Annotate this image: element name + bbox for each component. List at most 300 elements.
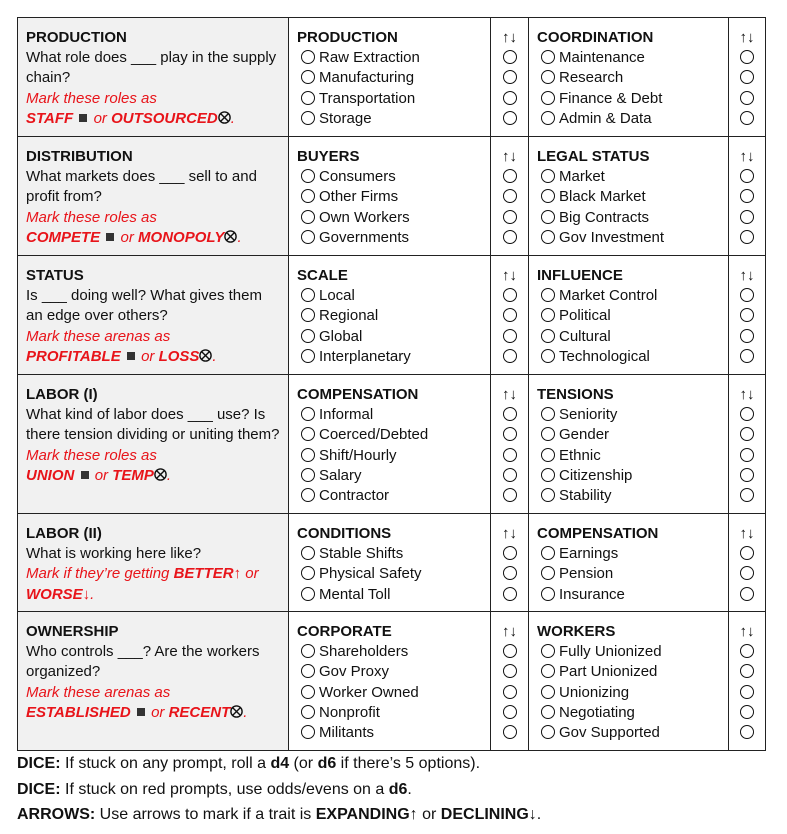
option-checkbox[interactable] bbox=[301, 546, 315, 560]
option-checkbox[interactable] bbox=[301, 427, 315, 441]
filled-square-icon bbox=[106, 233, 114, 241]
option-checkbox[interactable] bbox=[301, 308, 315, 322]
option-item bbox=[297, 167, 483, 187]
trend-checkbox[interactable] bbox=[503, 111, 517, 125]
section-row bbox=[18, 375, 766, 514]
option-checkbox[interactable] bbox=[301, 111, 315, 125]
arrows-label: ARROWS: bbox=[17, 806, 96, 823]
option-checkbox[interactable] bbox=[541, 308, 555, 322]
option-label: Shift/Hourly bbox=[319, 446, 397, 464]
mark-instruction: Mark these arenas as PROFITABLE or LOSS . bbox=[26, 327, 217, 365]
trend-row bbox=[491, 466, 528, 486]
trend-row bbox=[491, 425, 528, 445]
option-checkbox[interactable] bbox=[541, 288, 555, 302]
option-item bbox=[537, 723, 721, 743]
option-checkbox[interactable] bbox=[301, 189, 315, 203]
dice2-text: If stuck on red prompts, use odds/evens on a bbox=[60, 780, 389, 798]
trend-row bbox=[491, 486, 528, 506]
trend-cell-right bbox=[729, 18, 766, 137]
trend-checkbox[interactable] bbox=[503, 169, 517, 183]
trend-checkbox[interactable] bbox=[740, 488, 754, 502]
option-item bbox=[537, 405, 721, 425]
trend-row bbox=[491, 642, 528, 662]
option-label: Seniority bbox=[559, 406, 618, 424]
option-item bbox=[537, 446, 721, 466]
trend-checkbox[interactable] bbox=[503, 50, 517, 64]
options-title-left: SCALE bbox=[297, 267, 348, 284]
trend-checkbox[interactable] bbox=[740, 308, 754, 322]
mark-prefix: Mark these arenas as bbox=[26, 683, 171, 701]
trend-checkbox[interactable] bbox=[503, 349, 517, 363]
option-checkbox[interactable] bbox=[301, 468, 315, 482]
up-down-arrows-icon: ↑↓ bbox=[739, 525, 755, 542]
option-checkbox[interactable] bbox=[301, 448, 315, 462]
option-checkbox[interactable] bbox=[541, 468, 555, 482]
option-item bbox=[297, 306, 483, 326]
trend-cell-right bbox=[729, 137, 766, 256]
trend-row bbox=[729, 286, 765, 306]
options-cell-left bbox=[289, 514, 491, 612]
prompt-content bbox=[18, 375, 288, 486]
trend-checkbox[interactable] bbox=[740, 725, 754, 739]
section-row bbox=[18, 514, 766, 612]
trend-content-left bbox=[491, 256, 528, 367]
trend-row bbox=[729, 585, 765, 605]
crossed-circle-icon bbox=[199, 349, 212, 362]
option-checkbox[interactable] bbox=[541, 169, 555, 183]
option-item bbox=[537, 425, 721, 445]
trend-content-right bbox=[729, 256, 765, 367]
trend-content-right bbox=[729, 18, 765, 129]
up-down-arrows-icon: ↑↓ bbox=[502, 148, 517, 165]
option-item bbox=[537, 585, 721, 605]
option-item bbox=[297, 327, 483, 347]
options-content-left bbox=[289, 137, 490, 248]
options-title-left: CONDITIONS bbox=[297, 525, 392, 542]
mark-instruction: Mark these roles as COMPETE or MONOPOLY . bbox=[26, 208, 242, 246]
option-label: Citizenship bbox=[559, 466, 633, 484]
option-label: Storage bbox=[319, 109, 372, 127]
trend-content-right bbox=[729, 612, 765, 743]
option-checkbox[interactable] bbox=[541, 488, 555, 502]
mark-b-label: MONOPOLY bbox=[138, 228, 225, 246]
option-checkbox[interactable] bbox=[301, 210, 315, 224]
trend-checkbox[interactable] bbox=[503, 587, 517, 601]
section-question: What role does ___ play in the supply chain? bbox=[26, 49, 277, 87]
trend-checkbox[interactable] bbox=[503, 70, 517, 84]
up-arrow-icon: ↑ bbox=[233, 565, 242, 583]
trend-row bbox=[729, 544, 765, 564]
up-down-arrows-icon: ↑↓ bbox=[739, 148, 755, 165]
trend-content-left bbox=[491, 137, 528, 248]
option-label: Black Market bbox=[559, 188, 646, 206]
declining-label: DECLINING bbox=[440, 806, 529, 823]
option-label: Other Firms bbox=[319, 188, 399, 206]
options-content-left bbox=[289, 375, 490, 506]
dice-label-2: DICE: bbox=[17, 780, 61, 798]
options-cell-left bbox=[289, 375, 491, 514]
trend-checkbox[interactable] bbox=[503, 230, 517, 244]
footer-arrows-line bbox=[17, 802, 767, 828]
trend-checkbox[interactable] bbox=[503, 644, 517, 658]
options-content-left bbox=[289, 256, 490, 367]
section-prompt-cell bbox=[18, 514, 289, 612]
mark-prefix: Mark these roles as bbox=[26, 446, 157, 464]
options-cell-left bbox=[289, 612, 491, 751]
section-question: Is ___ doing well? What gives them an edge over others? bbox=[26, 287, 262, 325]
trend-row bbox=[491, 662, 528, 682]
trend-checkbox[interactable] bbox=[740, 189, 754, 203]
trend-row bbox=[729, 228, 765, 248]
option-item bbox=[297, 723, 483, 743]
trend-checkbox[interactable] bbox=[740, 169, 754, 183]
section-prompt-cell bbox=[18, 137, 289, 256]
option-checkbox[interactable] bbox=[301, 664, 315, 678]
option-label: Market Control bbox=[559, 287, 658, 305]
trend-row bbox=[729, 703, 765, 723]
option-checkbox[interactable] bbox=[541, 587, 555, 601]
trend-checkbox[interactable] bbox=[503, 546, 517, 560]
section-question: Who controls ___? Are the workers organized? bbox=[26, 643, 260, 681]
option-item bbox=[537, 642, 721, 662]
option-checkbox[interactable] bbox=[541, 329, 555, 343]
crossed-circle-icon bbox=[224, 230, 237, 243]
mark-a-label: UNION bbox=[26, 466, 75, 484]
mark-a-label: STAFF bbox=[26, 109, 74, 127]
trend-content-left bbox=[491, 18, 528, 129]
option-checkbox[interactable] bbox=[541, 705, 555, 719]
trend-cell-left bbox=[491, 375, 529, 514]
trend-row bbox=[729, 68, 765, 88]
option-checkbox[interactable] bbox=[301, 644, 315, 658]
option-label: Market bbox=[559, 168, 605, 186]
mark-instruction: Mark these roles as UNION or TEMP . bbox=[26, 446, 172, 484]
trend-row bbox=[729, 187, 765, 207]
options-title-left: CORPORATE bbox=[297, 623, 392, 640]
option-label: Regional bbox=[319, 307, 379, 325]
option-label: Worker Owned bbox=[319, 683, 419, 701]
option-checkbox[interactable] bbox=[301, 587, 315, 601]
trend-checkbox[interactable] bbox=[503, 705, 517, 719]
option-label: Mental Toll bbox=[319, 585, 391, 603]
mark-b-label: LOSS bbox=[158, 347, 200, 365]
option-checkbox[interactable] bbox=[541, 566, 555, 580]
option-item bbox=[297, 208, 483, 228]
option-item bbox=[297, 683, 483, 703]
option-item bbox=[297, 89, 483, 109]
d4-label: d4 bbox=[270, 755, 290, 772]
options-title-right: LEGAL STATUS bbox=[537, 148, 650, 165]
option-label: Consumers bbox=[319, 168, 396, 186]
trend-content-right bbox=[729, 375, 765, 506]
options-content-left bbox=[289, 514, 490, 605]
trend-row bbox=[729, 48, 765, 68]
trend-checkbox[interactable] bbox=[503, 329, 517, 343]
trend-checkbox[interactable] bbox=[740, 210, 754, 224]
option-label: Gov Investment bbox=[559, 228, 665, 246]
trend-checkbox[interactable] bbox=[740, 329, 754, 343]
option-label: Ethnic bbox=[559, 446, 601, 464]
mark-a-label: COMPETE bbox=[26, 228, 101, 246]
trend-row bbox=[491, 703, 528, 723]
options-cell-left bbox=[289, 137, 491, 256]
up-down-arrows-icon: ↑↓ bbox=[502, 525, 517, 542]
trend-row bbox=[729, 466, 765, 486]
arrows-text-b: . bbox=[536, 806, 542, 823]
option-label: Physical Safety bbox=[319, 565, 422, 583]
option-item bbox=[297, 564, 483, 584]
option-label: Raw Extraction bbox=[319, 49, 420, 67]
option-checkbox[interactable] bbox=[541, 349, 555, 363]
trend-checkbox[interactable] bbox=[503, 308, 517, 322]
trend-row bbox=[491, 544, 528, 564]
trend-checkbox[interactable] bbox=[740, 644, 754, 658]
trend-checkbox[interactable] bbox=[740, 468, 754, 482]
option-checkbox[interactable] bbox=[301, 705, 315, 719]
up-arrow-icon: ↑ bbox=[409, 806, 418, 823]
trend-checkbox[interactable] bbox=[740, 407, 754, 421]
option-item bbox=[297, 347, 483, 367]
trend-row bbox=[729, 662, 765, 682]
option-checkbox[interactable] bbox=[301, 169, 315, 183]
mark-join: or bbox=[94, 466, 109, 484]
trend-checkbox[interactable] bbox=[503, 210, 517, 224]
down-arrow-icon: ↓ bbox=[528, 806, 537, 823]
trend-row bbox=[729, 109, 765, 129]
trend-cell-right bbox=[729, 375, 766, 514]
option-checkbox[interactable] bbox=[541, 546, 555, 560]
arrows-join: or bbox=[417, 806, 441, 823]
option-label: Informal bbox=[319, 406, 374, 424]
trend-row bbox=[729, 642, 765, 662]
trend-checkbox[interactable] bbox=[740, 448, 754, 462]
option-label: Transportation bbox=[319, 89, 416, 107]
options-content-right bbox=[529, 514, 728, 605]
footer-dice-line-1 bbox=[17, 751, 767, 777]
section-title: STATUS bbox=[26, 267, 84, 284]
option-checkbox[interactable] bbox=[541, 111, 555, 125]
prompt-content bbox=[18, 18, 288, 129]
option-checkbox[interactable] bbox=[541, 407, 555, 421]
options-cell-right bbox=[529, 375, 729, 514]
trend-row bbox=[729, 425, 765, 445]
option-checkbox[interactable] bbox=[541, 725, 555, 739]
option-item bbox=[537, 544, 721, 564]
mark-join: or bbox=[151, 703, 165, 721]
trend-checkbox[interactable] bbox=[740, 50, 754, 64]
option-checkbox[interactable] bbox=[301, 288, 315, 302]
trend-content-left bbox=[491, 375, 528, 506]
section-row bbox=[18, 612, 766, 751]
option-item bbox=[297, 662, 483, 682]
trend-row bbox=[729, 167, 765, 187]
up-down-arrows-icon: ↑↓ bbox=[502, 386, 517, 403]
trend-checkbox[interactable] bbox=[503, 448, 517, 462]
trend-checkbox[interactable] bbox=[503, 566, 517, 580]
section-row bbox=[18, 137, 766, 256]
mark-instruction: Mark these roles as STAFF or OUTSOURCED . bbox=[26, 89, 235, 127]
worksheet-table bbox=[17, 17, 766, 751]
option-label: Gov Proxy bbox=[319, 663, 390, 681]
trend-row bbox=[491, 405, 528, 425]
crossed-circle-icon bbox=[230, 705, 243, 718]
better-label: BETTER bbox=[173, 565, 234, 583]
option-item bbox=[297, 228, 483, 248]
option-item bbox=[297, 585, 483, 605]
option-checkbox[interactable] bbox=[301, 50, 315, 64]
trend-row bbox=[491, 109, 528, 129]
option-label: Coerced/Debted bbox=[319, 426, 429, 444]
option-item bbox=[537, 683, 721, 703]
trend-checkbox[interactable] bbox=[740, 587, 754, 601]
option-checkbox[interactable] bbox=[541, 210, 555, 224]
option-checkbox[interactable] bbox=[541, 91, 555, 105]
trend-checkbox[interactable] bbox=[740, 427, 754, 441]
up-down-arrows-icon: ↑↓ bbox=[739, 623, 755, 640]
option-checkbox[interactable] bbox=[301, 70, 315, 84]
option-item bbox=[537, 466, 721, 486]
option-item bbox=[297, 544, 483, 564]
option-checkbox[interactable] bbox=[541, 189, 555, 203]
trend-row bbox=[491, 327, 528, 347]
section-question: What kind of labor does ___ use? Is there tension dividing or uniting them? bbox=[26, 406, 280, 444]
trend-checkbox[interactable] bbox=[503, 407, 517, 421]
options-title-right: TENSIONS bbox=[537, 386, 614, 403]
trend-checkbox[interactable] bbox=[740, 685, 754, 699]
trend-checkbox[interactable] bbox=[740, 230, 754, 244]
option-item bbox=[537, 662, 721, 682]
trend-content-left bbox=[491, 514, 528, 605]
mark-prefix: Mark these roles as bbox=[26, 89, 157, 107]
trend-checkbox[interactable] bbox=[503, 427, 517, 441]
trend-checkbox[interactable] bbox=[740, 705, 754, 719]
trend-checkbox[interactable] bbox=[503, 91, 517, 105]
option-checkbox[interactable] bbox=[301, 407, 315, 421]
option-checkbox[interactable] bbox=[541, 664, 555, 678]
option-label: Contractor bbox=[319, 487, 390, 505]
up-down-arrows-icon: ↑↓ bbox=[739, 267, 755, 284]
trend-checkbox[interactable] bbox=[740, 70, 754, 84]
trend-checkbox[interactable] bbox=[503, 685, 517, 699]
trend-checkbox[interactable] bbox=[740, 91, 754, 105]
trend-checkbox[interactable] bbox=[503, 468, 517, 482]
option-label: Finance & Debt bbox=[559, 89, 663, 107]
mark-join: or bbox=[141, 347, 155, 365]
dice1-text-b: (or bbox=[289, 755, 318, 772]
option-item bbox=[537, 286, 721, 306]
option-checkbox[interactable] bbox=[541, 230, 555, 244]
trend-checkbox[interactable] bbox=[740, 288, 754, 302]
option-checkbox[interactable] bbox=[541, 427, 555, 441]
trend-checkbox[interactable] bbox=[503, 488, 517, 502]
trend-row bbox=[491, 347, 528, 367]
trend-row bbox=[491, 68, 528, 88]
worse-label: WORSE bbox=[26, 585, 83, 603]
mark-b-label: RECENT bbox=[168, 703, 231, 721]
option-label: Shareholders bbox=[319, 643, 409, 661]
option-label: Own Workers bbox=[319, 208, 410, 226]
option-checkbox[interactable] bbox=[301, 566, 315, 580]
option-checkbox[interactable] bbox=[301, 685, 315, 699]
prompt-content bbox=[18, 256, 288, 367]
option-checkbox[interactable] bbox=[541, 644, 555, 658]
d6-label-2: d6 bbox=[388, 780, 408, 798]
option-item bbox=[297, 642, 483, 662]
trend-content-right bbox=[729, 514, 765, 605]
d6-label: d6 bbox=[317, 755, 337, 772]
option-label: Pension bbox=[559, 565, 614, 583]
trend-row bbox=[491, 187, 528, 207]
option-item bbox=[297, 425, 483, 445]
option-item bbox=[537, 187, 721, 207]
section-title: OWNERSHIP bbox=[26, 623, 119, 640]
mark-b-label: TEMP bbox=[112, 466, 154, 484]
option-item bbox=[297, 187, 483, 207]
dice-label: DICE: bbox=[17, 755, 61, 772]
option-label: Fully Unionized bbox=[559, 643, 662, 661]
options-cell-left bbox=[289, 256, 491, 375]
trend-checkbox[interactable] bbox=[503, 189, 517, 203]
mark-join: or bbox=[93, 109, 107, 127]
option-checkbox[interactable] bbox=[541, 70, 555, 84]
mark-instruction: Mark if they’re getting BETTER↑ or WORSE↓. bbox=[26, 565, 259, 603]
options-cell-right bbox=[529, 18, 729, 137]
prompt-content bbox=[18, 612, 288, 723]
trend-row bbox=[491, 48, 528, 68]
option-label: Local bbox=[319, 287, 355, 305]
option-label: Gov Supported bbox=[559, 724, 660, 742]
mark-instruction: Mark these arenas as ESTABLISHED or RECENT . bbox=[26, 683, 248, 721]
options-title-right: WORKERS bbox=[537, 623, 616, 640]
option-item bbox=[297, 48, 483, 68]
option-checkbox[interactable] bbox=[541, 448, 555, 462]
options-content-left bbox=[289, 18, 490, 129]
option-checkbox[interactable] bbox=[301, 725, 315, 739]
prompt-content bbox=[18, 514, 288, 605]
option-label: Maintenance bbox=[559, 49, 645, 67]
option-item bbox=[537, 347, 721, 367]
trend-row bbox=[491, 585, 528, 605]
trend-checkbox[interactable] bbox=[503, 664, 517, 678]
filled-square-icon bbox=[137, 708, 145, 716]
trend-checkbox[interactable] bbox=[740, 349, 754, 363]
option-item bbox=[537, 327, 721, 347]
option-item bbox=[297, 466, 483, 486]
trend-checkbox[interactable] bbox=[740, 664, 754, 678]
trend-row bbox=[491, 167, 528, 187]
option-checkbox[interactable] bbox=[301, 349, 315, 363]
option-checkbox[interactable] bbox=[301, 488, 315, 502]
option-label: Political bbox=[559, 307, 611, 325]
trend-checkbox[interactable] bbox=[740, 546, 754, 560]
trend-checkbox[interactable] bbox=[740, 566, 754, 580]
option-label: Stable Shifts bbox=[319, 545, 404, 563]
option-checkbox[interactable] bbox=[301, 91, 315, 105]
option-item bbox=[537, 167, 721, 187]
up-down-arrows-icon: ↑↓ bbox=[739, 386, 755, 403]
trend-checkbox[interactable] bbox=[740, 111, 754, 125]
option-item bbox=[537, 703, 721, 723]
trend-checkbox[interactable] bbox=[503, 725, 517, 739]
option-checkbox[interactable] bbox=[301, 329, 315, 343]
option-checkbox[interactable] bbox=[541, 50, 555, 64]
trend-checkbox[interactable] bbox=[503, 288, 517, 302]
option-label: Big Contracts bbox=[559, 208, 650, 226]
option-checkbox[interactable] bbox=[541, 685, 555, 699]
trend-row bbox=[729, 306, 765, 326]
option-item bbox=[537, 208, 721, 228]
option-checkbox[interactable] bbox=[301, 230, 315, 244]
